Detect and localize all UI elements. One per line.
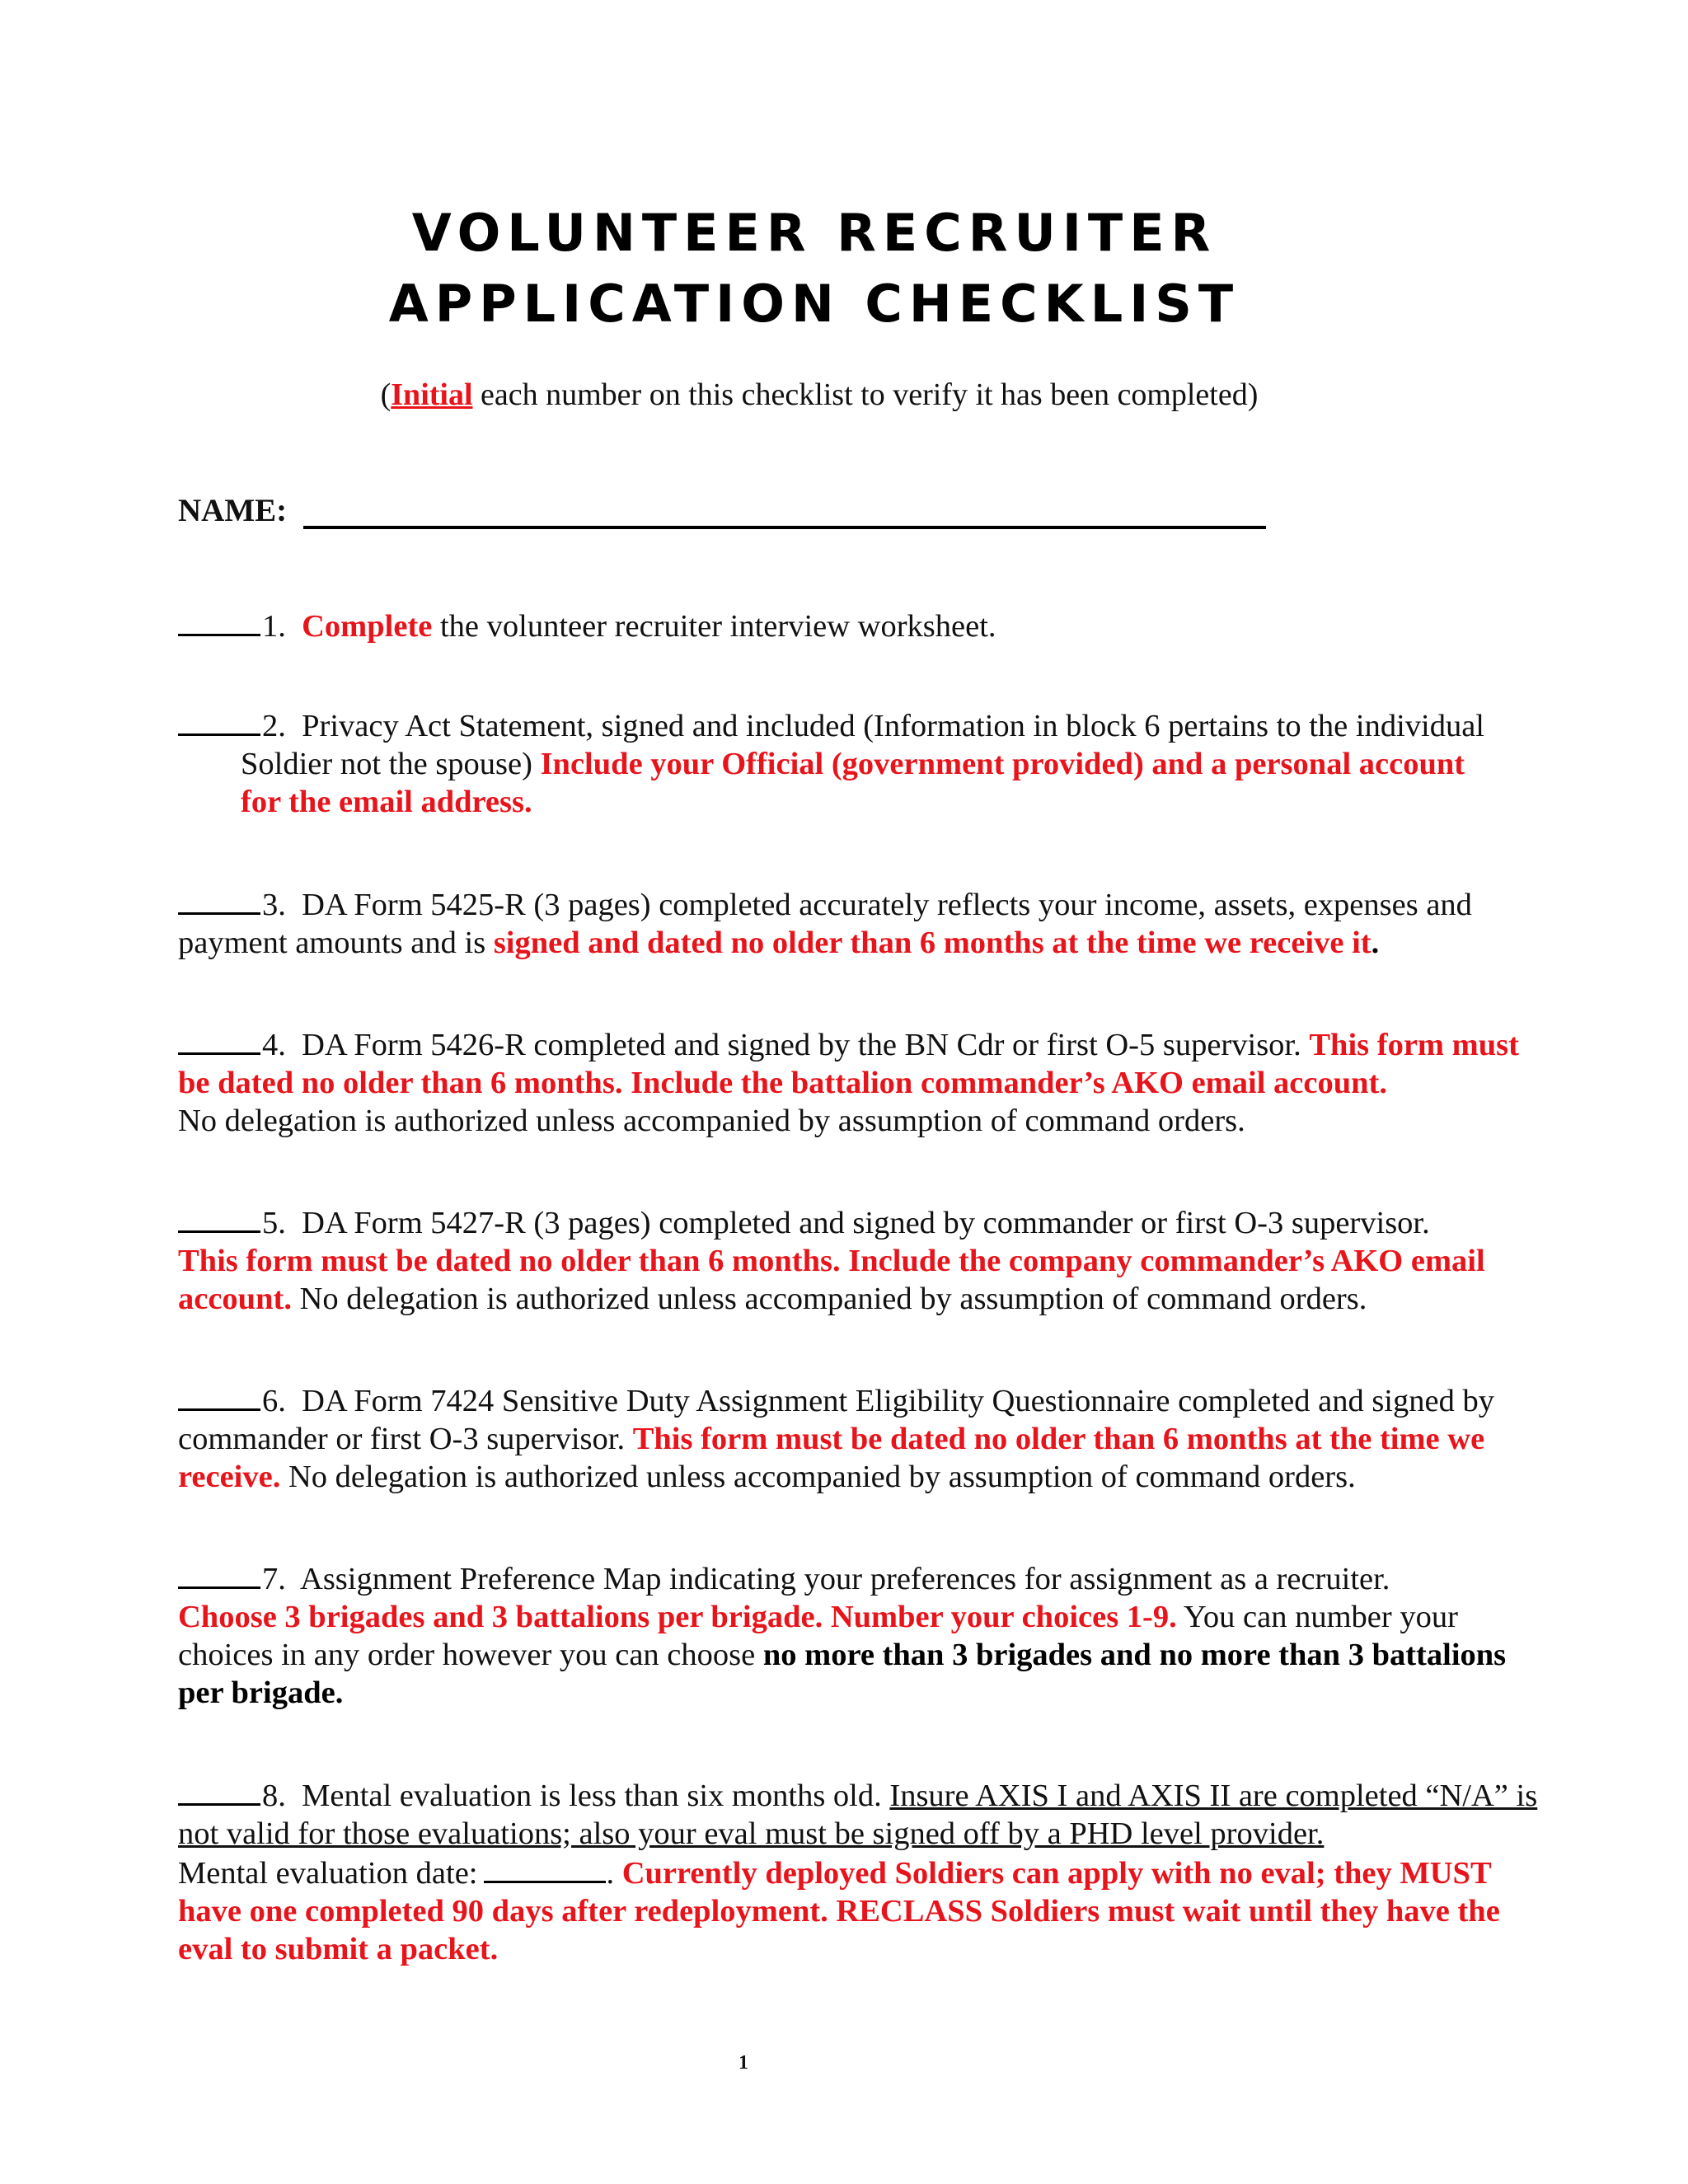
item-number-7: 7. [262, 1562, 286, 1596]
item-5-text-2: No delegation is authorized unless accompanied by assumption of command orders. [291, 1282, 1367, 1316]
item-number-5: 5. [262, 1206, 286, 1240]
item-4-text-2: No delegation is authorized unless accompanied by assumption of command orders. [178, 1104, 1245, 1138]
item-2-red-2: for the email address. [241, 785, 532, 819]
item-number-1: 1. [262, 609, 286, 644]
initial-blank-6[interactable] [178, 1380, 260, 1411]
item-4-red: This form must be dated no older than 6 months. Include the battalion commander’s AKO email account. [178, 1028, 1519, 1100]
item-8-text-2: Mental evaluation date: [178, 1856, 478, 1891]
item-number-6: 6. [262, 1384, 286, 1418]
item-2-line-3 [178, 783, 1546, 821]
checklist-item-7 [178, 1558, 1546, 1712]
initial-blank-5[interactable] [178, 1202, 260, 1233]
item-number-8: 8. [262, 1779, 286, 1813]
item-5-red: This form must be dated no older than 6 months. Include the company commander’s AKO email account. [178, 1244, 1485, 1316]
subtitle-open-paren: ( [380, 377, 392, 412]
item-number-3: 3. [262, 888, 286, 922]
title-line-1: VOLUNTEER RECRUITER [411, 203, 1217, 263]
item-number-4: 4. [262, 1028, 286, 1062]
checklist-item-4 [178, 1024, 1546, 1140]
item-1-red: Complete [302, 609, 433, 644]
item-4-text-1: DA Form 5426-R completed and signed by the BN Cdr or first O-5 supervisor. [302, 1028, 1310, 1062]
mental-eval-date-field[interactable] [484, 1853, 606, 1883]
initial-blank-4[interactable] [178, 1024, 260, 1055]
checklist-item-2 [178, 705, 1546, 821]
item-6-text-2: No delegation is authorized unless accompanied by assumption of command orders. [280, 1460, 1356, 1494]
item-6-red: This form must be dated no older than 6 months at the time we receive. [178, 1422, 1485, 1494]
item-8-text-3: . [606, 1856, 622, 1891]
initial-blank-8[interactable] [178, 1775, 260, 1806]
name-field[interactable] [303, 491, 1266, 529]
item-5-text-1: DA Form 5427-R (3 pages) completed and signed by commander or first O-3 supervisor. [302, 1206, 1430, 1240]
initial-blank-7[interactable] [178, 1558, 260, 1589]
item-7-text-2: You can number your choices in any order however you can choose [178, 1600, 1458, 1672]
name-label: NAME: [178, 493, 288, 528]
page-number: 1 [738, 2052, 748, 2074]
item-1-text: the volunteer recruiter interview worksheet. [432, 609, 996, 644]
item-2-text-2: Soldier not the spouse) [241, 747, 541, 781]
checklist-item-3 [178, 884, 1546, 962]
checklist-item-1 [178, 606, 1546, 645]
name-row [178, 491, 1266, 529]
item-2-line-2 [178, 745, 1546, 783]
checklist-item-8 [178, 1775, 1546, 1968]
subtitle-rest: each number on this checklist to verify it has been completed) [472, 377, 1259, 412]
item-8-red: Currently deployed Soldiers can apply with no eval; they MUST have one completed 90 days after redeployment. RECLASS Soldiers must wait until they have the eval to submit a packet. [178, 1856, 1500, 1966]
item-2-line-1 [178, 705, 1546, 745]
checklist-item-6 [178, 1380, 1546, 1496]
checklist-item-5 [178, 1202, 1546, 1318]
item-3-end: . [1371, 926, 1380, 960]
title-line-2: APPLICATION CHECKLIST [388, 274, 1240, 334]
item-3-text: DA Form 5425-R (3 pages) completed accurately reflects your income, assets, expenses and payment amounts and is [178, 888, 1472, 960]
item-7-red: Choose 3 brigades and 3 battalions per brigade. Number your choices 1-9. [178, 1600, 1177, 1634]
initial-blank-2[interactable] [178, 705, 260, 736]
item-6-text-1: DA Form 7424 Sensitive Duty Assignment Eligibility Questionnaire completed and signed by commander or first O-3 supervisor. [178, 1384, 1494, 1456]
item-number-2: 2. [262, 709, 286, 743]
item-7-bold: no more than 3 brigades and no more than 3 battalions per brigade. [178, 1638, 1507, 1710]
subtitle-initial: Initial [391, 377, 473, 412]
subtitle [0, 377, 1663, 413]
initial-blank-3[interactable] [178, 884, 260, 915]
initial-blank-1[interactable] [178, 606, 260, 636]
item-2-red-1: Include your Official (government provided) and a personal account [540, 747, 1465, 781]
item-3-red: signed and dated no older than 6 months at the time we receive it [493, 926, 1372, 960]
item-2-text-1: Privacy Act Statement, signed and included (Information in block 6 pertains to the individual [302, 709, 1485, 743]
item-8-text-1: Mental evaluation is less than six months old. [302, 1779, 890, 1813]
item-8-underline: Insure AXIS I and AXIS II are completed “N/A” is not valid for those evaluations; also your eval must be signed off by a PHD level provider. [178, 1779, 1538, 1851]
item-7-text-1: Assignment Preference Map indicating your preferences for assignment as a recruiter. [300, 1562, 1390, 1596]
